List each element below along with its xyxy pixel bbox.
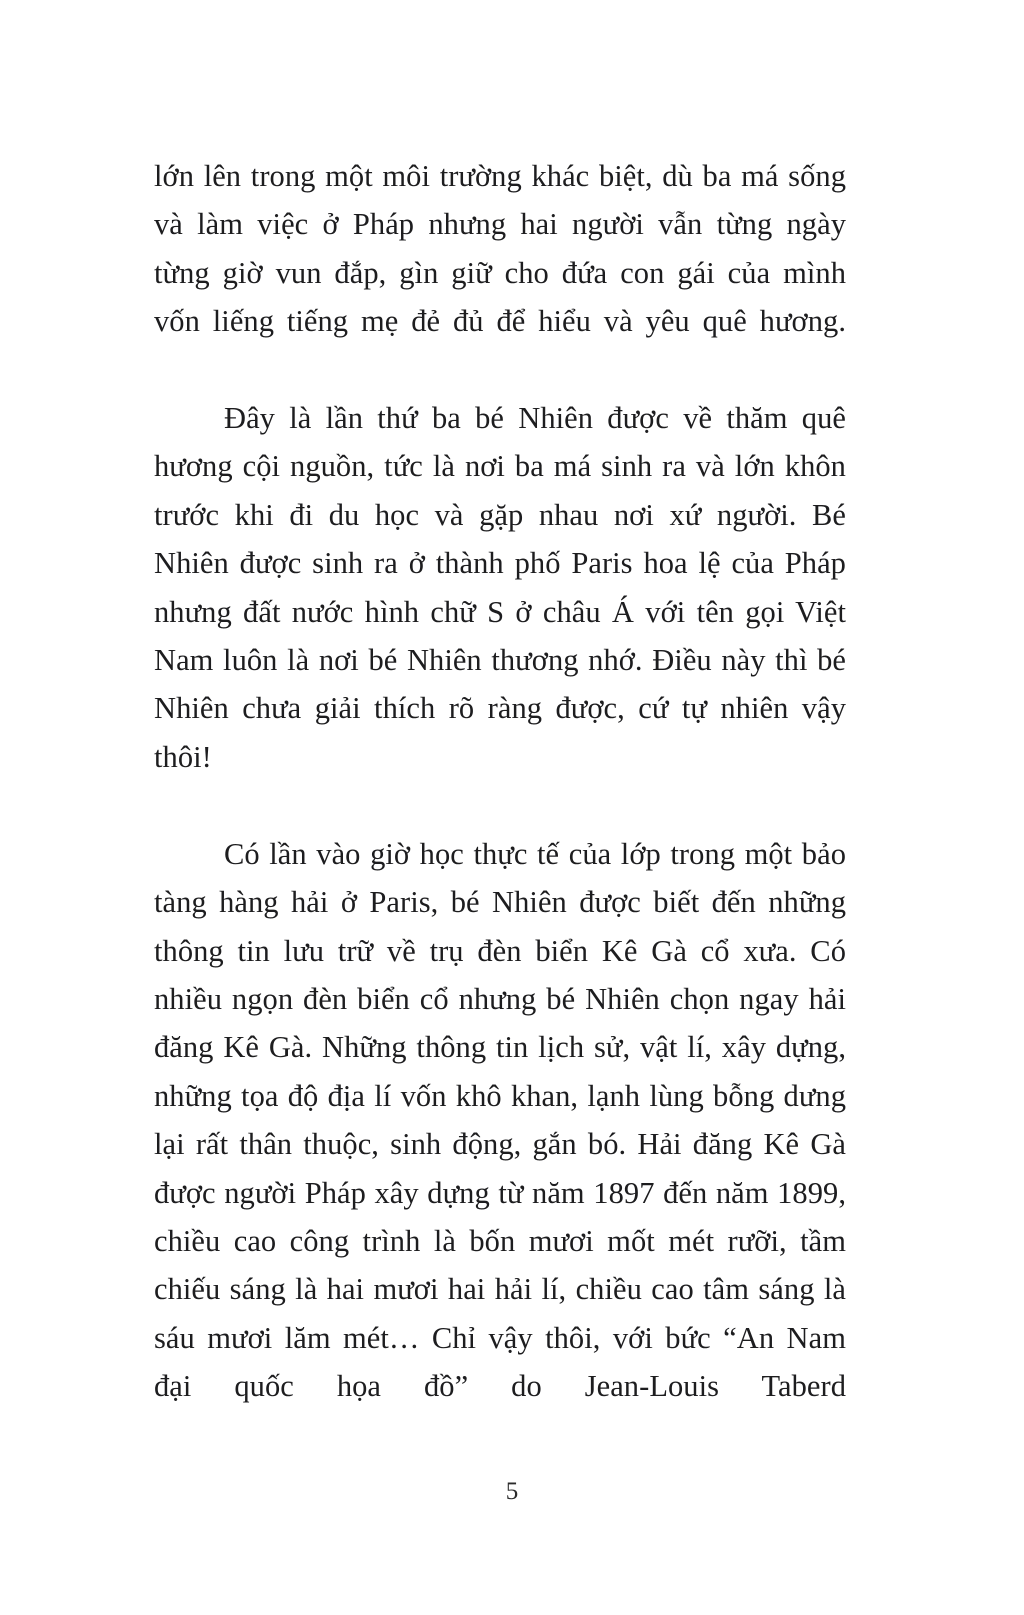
paragraph-continuation: lớn lên trong một môi trường khác biệt, dù ba má sống và làm việc ở Pháp nhưng hai người vẫn từng ngày từng giờ vun đắp, gìn giữ cho đứa con gái của mình vốn liếng tiếng mẹ đẻ đủ để hiểu và yêu quê hương. (154, 159, 846, 339)
paragraph-second: Đây là lần thứ ba bé Nhiên được về thăm quê hương cội nguồn, tức là nơi ba má sinh ra và lớn khôn trước khi đi du học và gặp nhau nơi xứ người. Bé Nhiên được sinh ra ở thành phố Paris hoa lệ của Pháp nhưng đất nước hình chữ S ở châu Á với tên gọi Việt Nam luôn là nơi bé Nhiên thương nhớ. Điều này thì bé Nhiên chưa giải thích rõ ràng được, cứ tự nhiên vậy thôi! (154, 401, 846, 774)
page-number: 5 (505, 1478, 519, 1505)
paragraph-third: Có lần vào giờ học thực tế của lớp trong một bảo tàng hàng hải ở Paris, bé Nhiên được biết đến những thông tin lưu trữ về trụ đèn biển Kê Gà cổ xưa. Có nhiều ngọn đèn biển cổ nhưng bé Nhiên chọn ngay hải đăng Kê Gà. Những thông tin lịch sử, vật lí, xây dựng, những tọa độ địa lí vốn khô khan, lạnh lùng bỗng dưng lại rất thân thuộc, sinh động, gắn bó. Hải đăng Kê Gà được người Pháp xây dựng từ năm 1897 đến năm 1899, chiều cao công trình là bốn mươi mốt mét rưỡi, tầm chiếu sáng là hai mươi hai hải lí, chiều cao tâm sáng là sáu mươi lăm mét… Chỉ vậy thôi, với bức “An Nam đại quốc họa đồ” do Jean-Louis Taberd (154, 836, 846, 1404)
page-text-block (154, 152, 846, 1459)
